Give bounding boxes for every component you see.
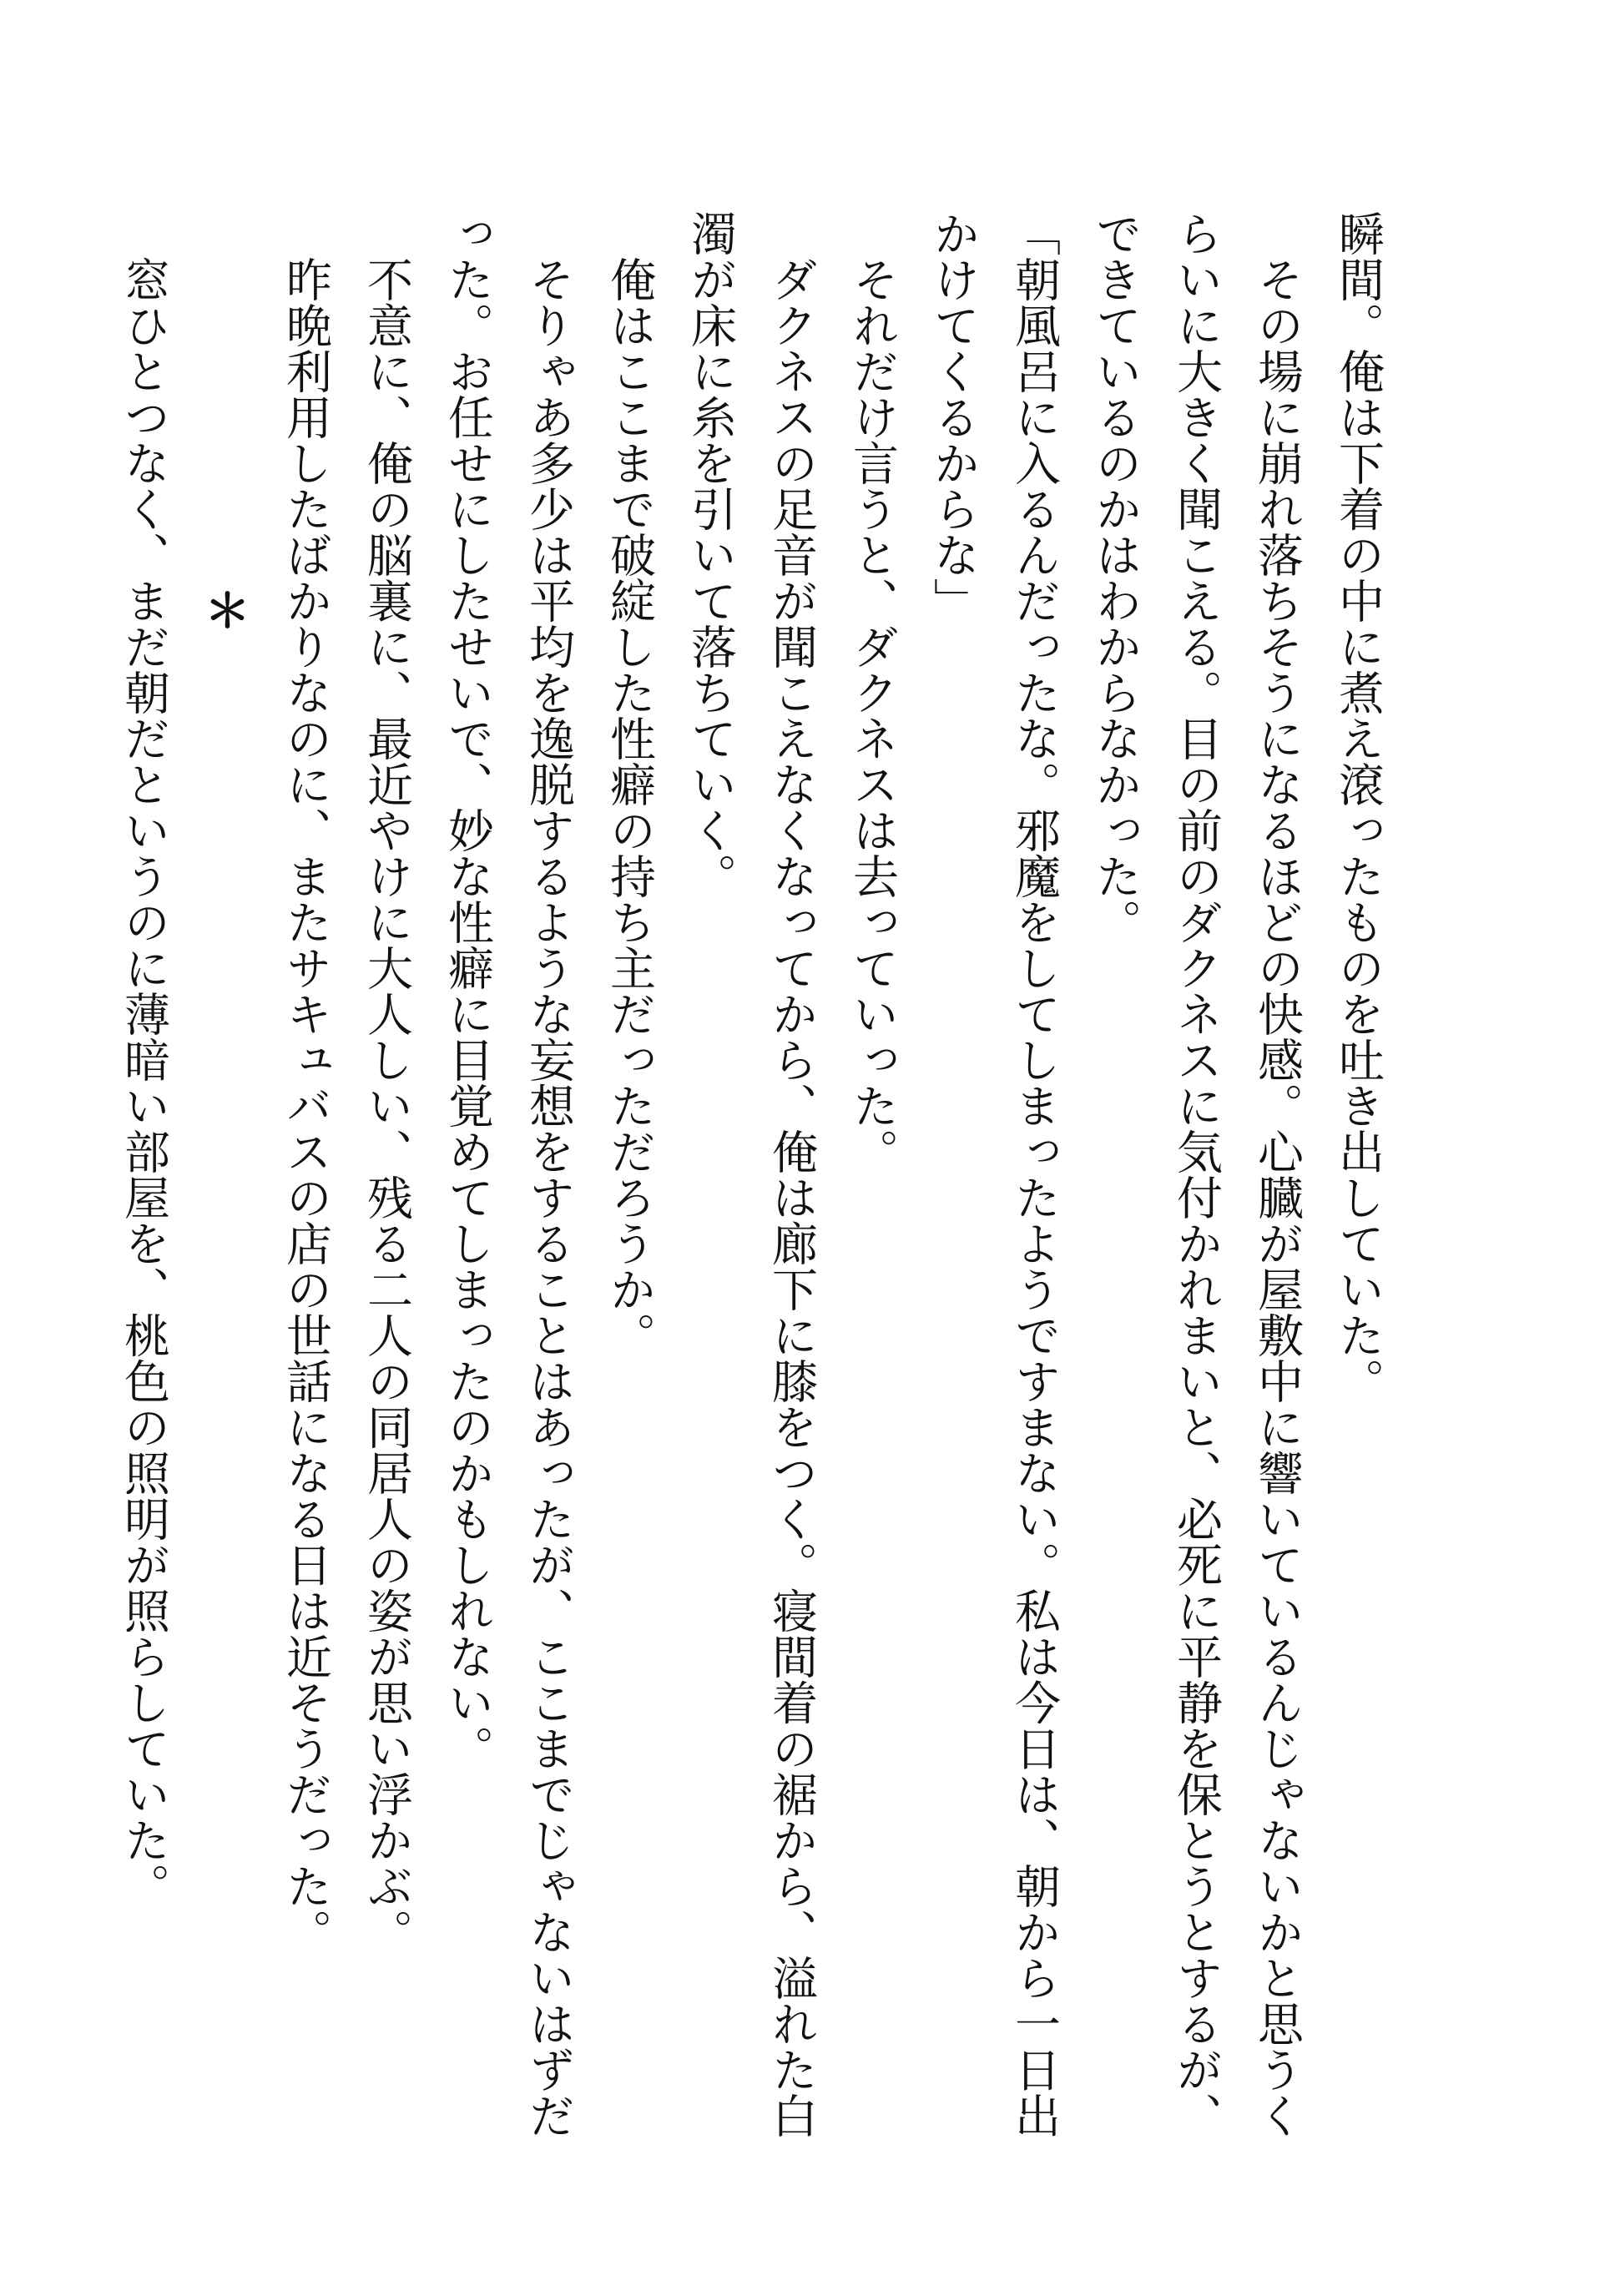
paragraph-after-separator: 窓ひとつなく、まだ朝だというのに薄暗い部屋を、桃色の照明が照らしていた。 <box>117 256 170 1909</box>
vertical-text-body <box>103 210 1398 2155</box>
scene-separator: ＊ <box>197 587 251 633</box>
paragraph-3-dialogue: 「朝風呂に入るんだったな。邪魔をしてしまったようですまない。私は今日は、朝から一日出かけてくるからな」 <box>926 210 1061 2138</box>
paragraph-9: 昨晩利用したばかりなのに、またサキュバスの店の世話になる日は近そうだった。 <box>279 256 332 1955</box>
paragraph-6: 俺はここまで破綻した性癖の持ち主だっただろうか。 <box>603 256 656 1358</box>
paragraph-8: 不意に、俺の脳裏に、最近やけに大人しい、残る二人の同居人の姿が思い浮かぶ。 <box>360 256 413 1955</box>
paragraph-4: それだけ言うと、ダクネスは去っていった。 <box>845 256 899 1174</box>
paragraph-7: そりゃあ多少は平均を逸脱するような妄想をすることはあったが、ここまでじゃないはずだった。お任せにしたせいで、妙な性癖に目覚めてしまったのかもしれない。 <box>441 210 575 2138</box>
paragraph-1: 瞬間。俺は下着の中に煮え滾ったものを吐き出していた。 <box>1331 210 1385 1404</box>
paragraph-2: その場に崩れ落ちそうになるほどの快感。心臓が屋敷中に響いているんじゃないかと思うくらいに大きく聞こえる。目の前のダクネスに気付かれまいと、必死に平静を保とうとするが、できているのかはわからなかった。 <box>1088 210 1304 2138</box>
paragraph-5: ダクネスの足音が聞こえなくなってから、俺は廊下に膝をつく。寝間着の裾から、溢れた白濁が床に糸を引いて落ちていく。 <box>684 210 818 2138</box>
